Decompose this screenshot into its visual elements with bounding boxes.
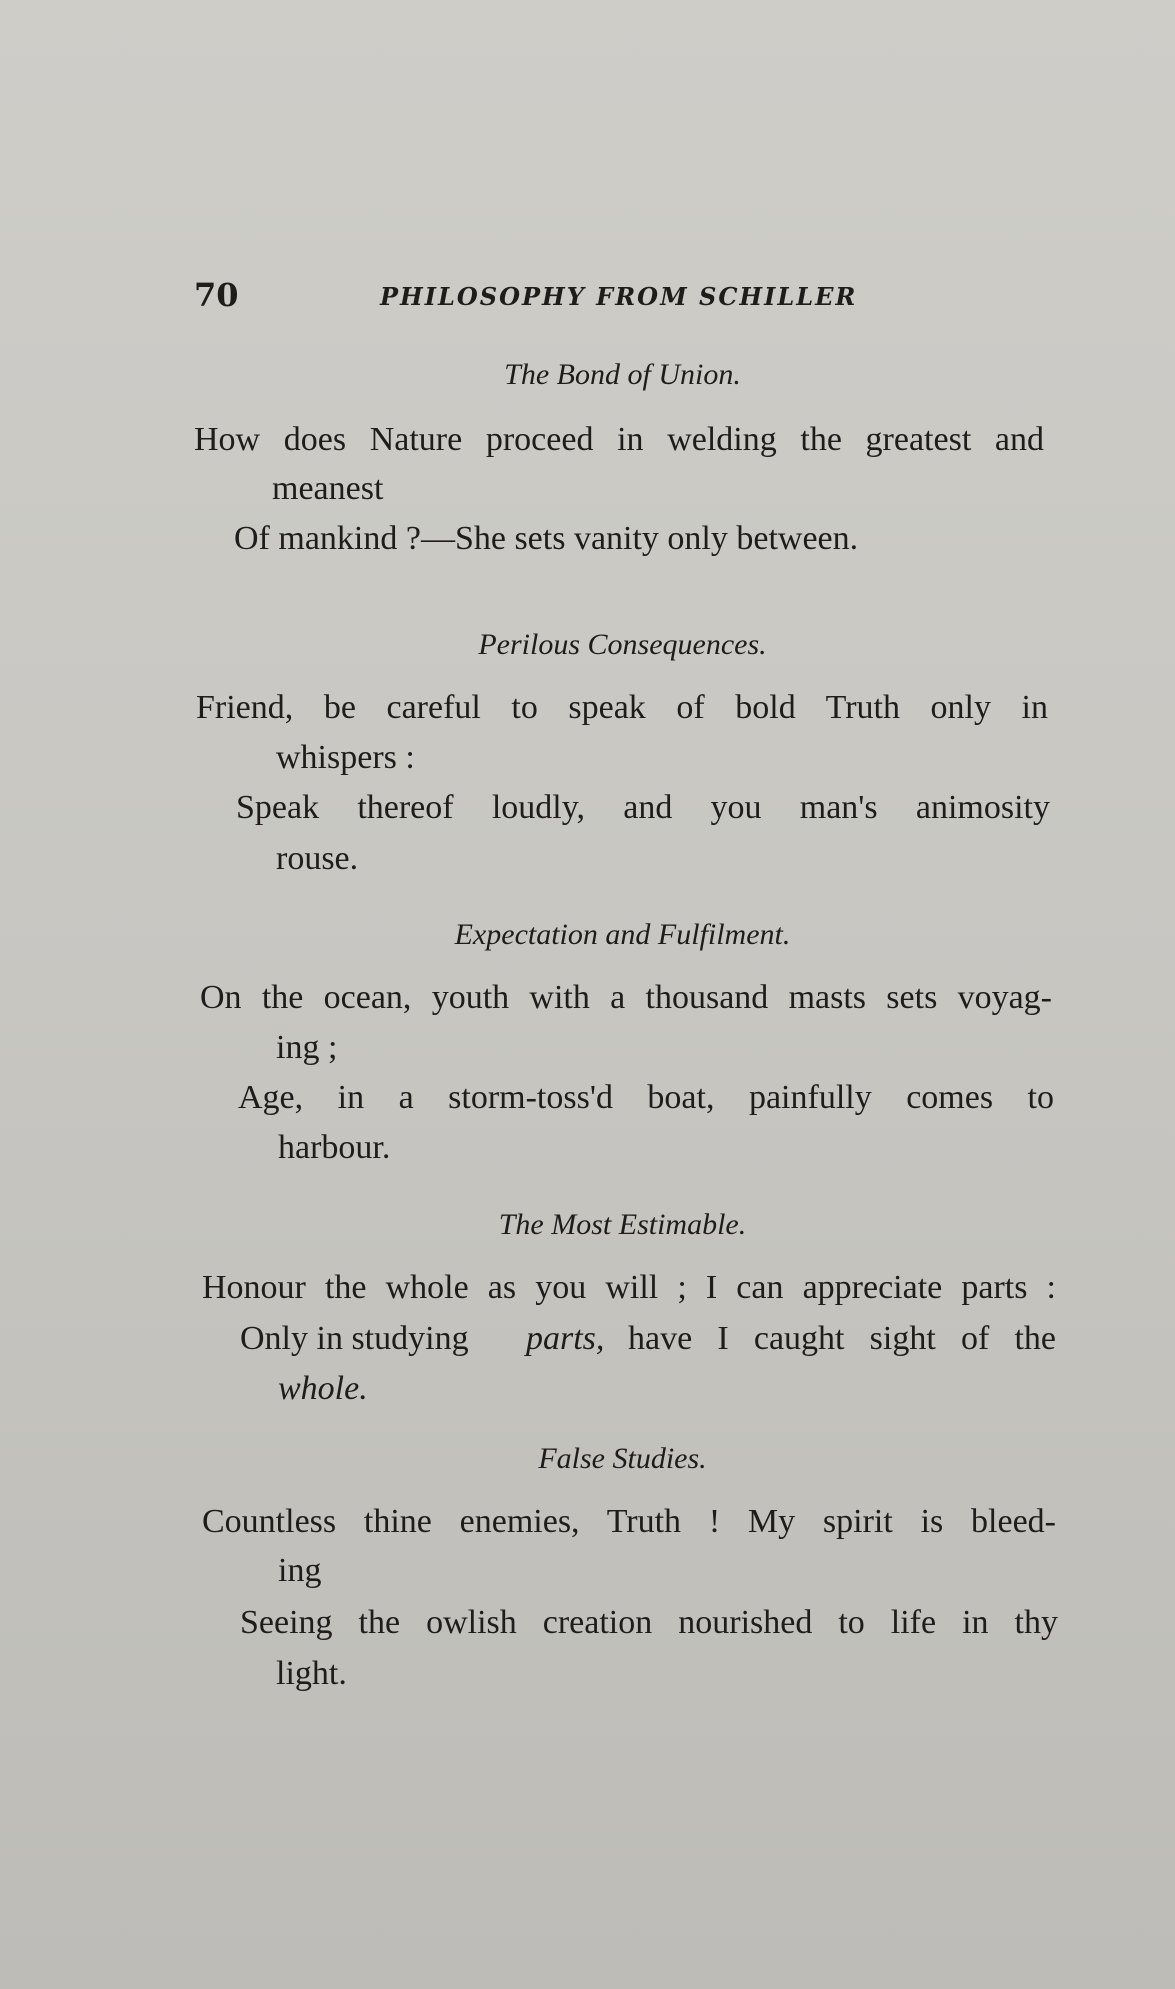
poem-line: Speak thereof loudly, and you man's animosity [236,789,1050,826]
poem-line: Countless thine enemies, Truth ! My spirit is bleed- [202,1503,1056,1540]
poem-line: Friend, be careful to speak of bold Truth only in [196,689,1048,726]
poem-line: On the ocean, youth with a thousand masts sets voyag- [200,979,1052,1016]
poem-line: have I caught sight of the [628,1320,1056,1357]
poem-line: How does Nature proceed in welding the greatest and [194,421,1044,458]
poem-title: Perilous Consequences. [478,628,767,661]
poem-line-emphasis: whole. [278,1370,368,1407]
poem-title: Expectation and Fulfilment. [454,918,791,951]
running-title: PHILOSOPHY FROM SCHILLER [380,282,858,311]
poem-line: Of mankind ?—She sets vanity only between. [234,520,859,557]
poem-line: ing ; [276,1029,338,1066]
poem-line: Age, in a storm-toss'd boat, painfully comes to [238,1079,1054,1116]
running-head [194,276,1054,316]
poem-title: The Most Estimable. [498,1208,747,1241]
poem-line: Seeing the owlish creation nourished to life in thy [240,1604,1058,1641]
page-number: 70 [194,276,239,314]
poem-line-emphasis: parts, [526,1320,605,1357]
poem-line: harbour. [278,1129,391,1166]
poem-line: ing [278,1552,322,1589]
poem-title: False Studies. [538,1442,707,1475]
poem-line: Only in studying [240,1320,469,1357]
poem-line: light. [276,1655,347,1692]
poem-line: meanest [272,470,384,507]
poem-line: Honour the whole as you will ; I can appreciate parts : [202,1269,1056,1306]
poem-line: rouse. [276,840,359,877]
poem-title: The Bond of Union. [504,358,741,391]
poem-line: whispers : [276,739,415,776]
